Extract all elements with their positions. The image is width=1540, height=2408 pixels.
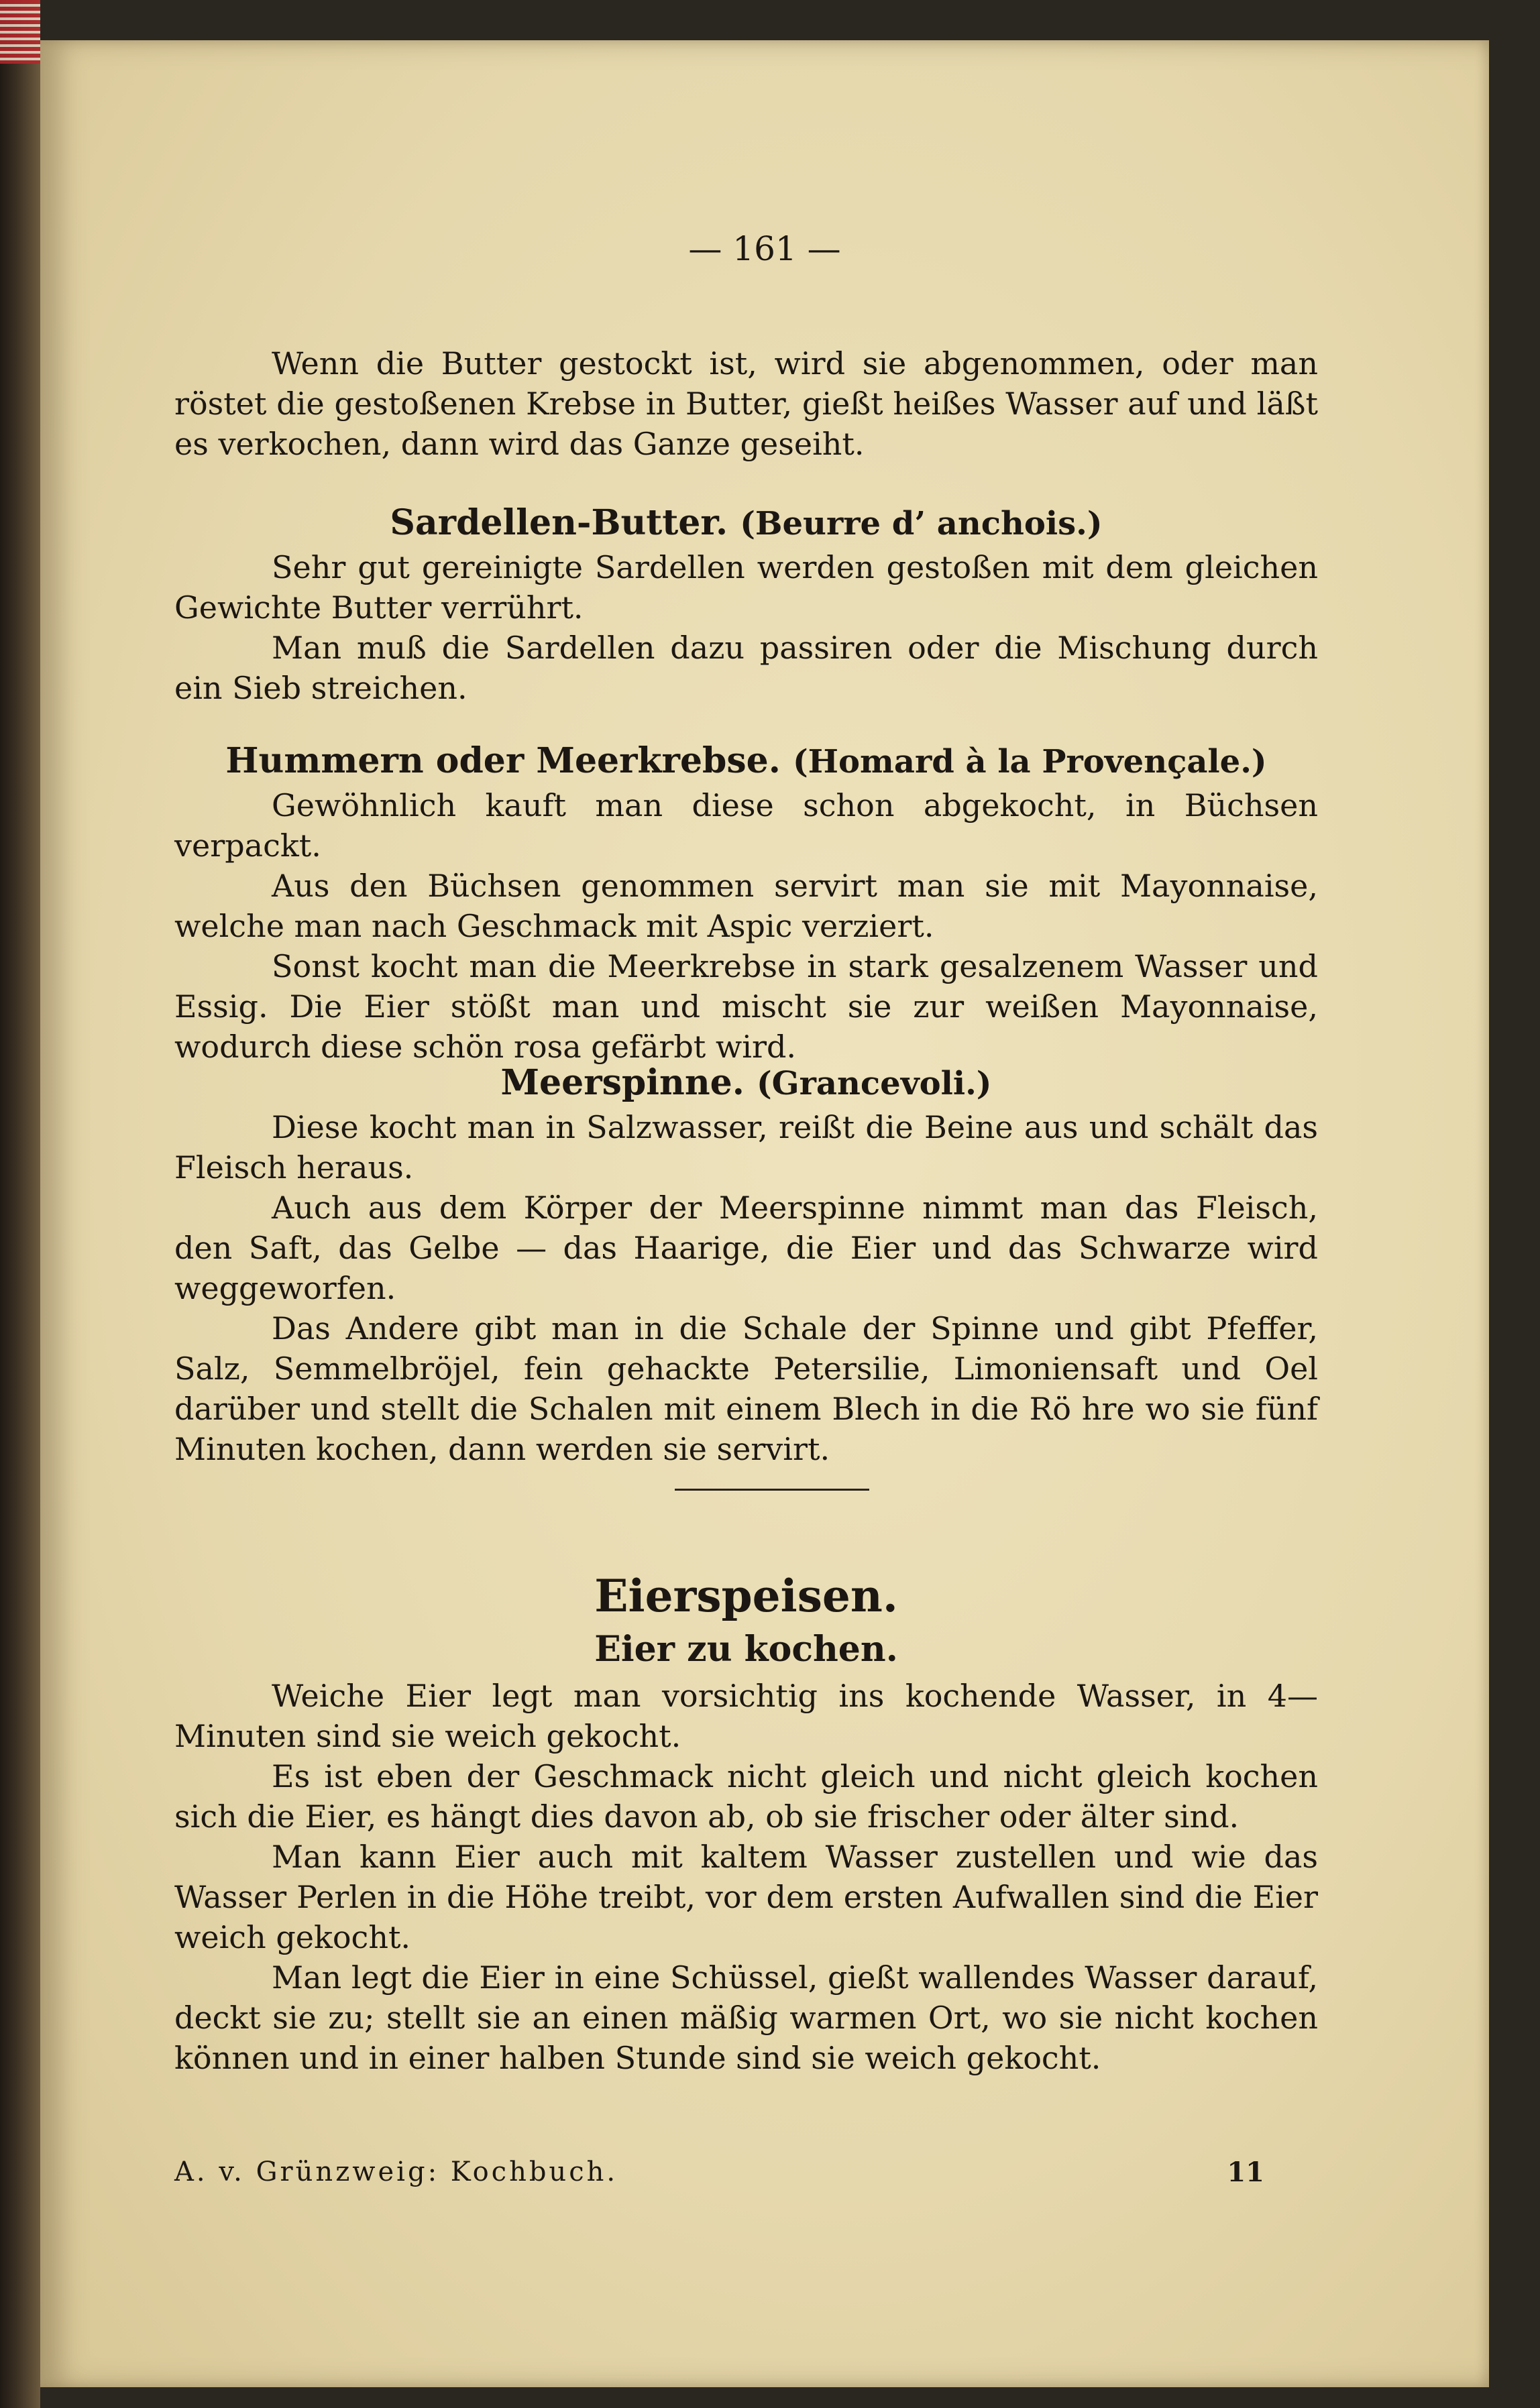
continuation-block <box>174 343 1318 464</box>
footer-author: A. v. Grünzweig: Kochbuch. <box>174 2157 618 2187</box>
recipe-title: Sardellen-Butter. <box>390 502 728 543</box>
recipe-latin-title: (Grancevoli.) <box>756 1065 992 1102</box>
book-page <box>40 40 1489 2387</box>
page-number: — 161 — <box>688 229 841 268</box>
signature-mark: 11 <box>1227 2157 1264 2188</box>
recipe-paragraph: Man legt die Eier in eine Schüssel, gießt wallendes Wasser darauf, deckt sie zu; stellt sie an einen mäßig warmen Ort, wo sie nicht kochen können und in einer halben Stunde sind sie weich gekocht. <box>174 1959 1318 2076</box>
recipe-paragraph: Auch aus dem Körper der Meerspinne nimmt man das Fleisch, den Saft, das Gelbe — das Haarige, die Eier und das Schwarze wird weggeworfen. <box>174 1190 1318 1306</box>
recipe-meerspinne <box>174 1059 1318 1469</box>
recipe-paragraph: Es ist eben der Geschmack nicht gleich und nicht gleich kochen sich die Eier, es hängt dies davon ab, ob sie frischer oder älter sind. <box>174 1758 1318 1835</box>
page-footer <box>174 2157 1264 2187</box>
red-page-edge <box>0 0 40 64</box>
recipe-hummern <box>174 738 1318 1067</box>
continuation-paragraph: Wenn die Butter gestockt ist, wird sie abgenommen, oder man röstet die gestoßenen Krebse in Butter, gießt heißes Wasser auf und läßt es verkochen, dann wird das Ganze geseiht. <box>174 345 1318 462</box>
recipe-sardellen-butter <box>174 500 1318 708</box>
section-divider <box>675 1489 869 1491</box>
recipe-heading <box>174 500 1318 547</box>
recipe-paragraph: Gewöhnlich kauft man diese schon abgekocht, in Büchsen verpackt. <box>174 787 1318 864</box>
recipe-paragraph: Aus den Büchsen genommen servirt man sie mit Mayonnaise, welche man nach Geschmack mit Aspic verziert. <box>174 868 1318 944</box>
recipe-heading <box>174 1626 1318 1673</box>
recipe-paragraph: Diese kocht man in Salzwasser, reißt die Beine aus und schält das Fleisch heraus. <box>174 1109 1318 1186</box>
recipe-paragraph: Weiche Eier legt man vorsichtig ins kochende Wasser, in 4— Minuten sind sie weich gekocht. <box>174 1678 1318 1754</box>
recipe-latin-title: (Beurre d’ anchois.) <box>740 505 1103 542</box>
recipe-paragraph: Das Andere gibt man in die Schale der Spinne und gibt Pfeffer, Salz, Semmelbröjel, fein gehackte Petersilie, Limoniensaft und Oel darüber und stellt die Schalen mit einem Blech in die Rö hre wo sie fünf Minuten kochen, dann werden sie servirt. <box>174 1310 1318 1467</box>
recipe-paragraph: Man kann Eier auch mit kaltem Wasser zustellen und wie das Wasser Perlen in die Höhe treibt, vor dem ersten Aufwallen sind die Eier weich gekocht. <box>174 1839 1318 1955</box>
recipe-heading <box>174 738 1318 785</box>
recipe-title: Meerspinne. <box>500 1062 745 1103</box>
section-eierspeisen <box>174 1566 1318 2078</box>
recipe-heading <box>174 1059 1318 1107</box>
section-title: Eierspeisen. <box>594 1570 898 1622</box>
recipe-paragraph: Sehr gut gereinigte Sardellen werden gestoßen mit dem gleichen Gewichte Butter verrührt. <box>174 549 1318 626</box>
recipe-paragraph: Man muß die Sardellen dazu passiren oder die Mischung durch ein Sieb streichen. <box>174 630 1318 706</box>
recipe-paragraph: Sonst kocht man die Meerkrebse in stark gesalzenem Wasser und Essig. Die Eier stößt man und mischt sie zur weißen Mayonnaise, wodurch diese schön rosa gefärbt wird. <box>174 948 1318 1065</box>
recipe-latin-title: (Homard à la Provençale.) <box>792 743 1267 781</box>
recipe-title: Hummern oder Meerkrebse. <box>225 740 781 781</box>
book-binding <box>0 0 40 2408</box>
recipe-title: Eier zu kochen. <box>594 1629 898 1670</box>
